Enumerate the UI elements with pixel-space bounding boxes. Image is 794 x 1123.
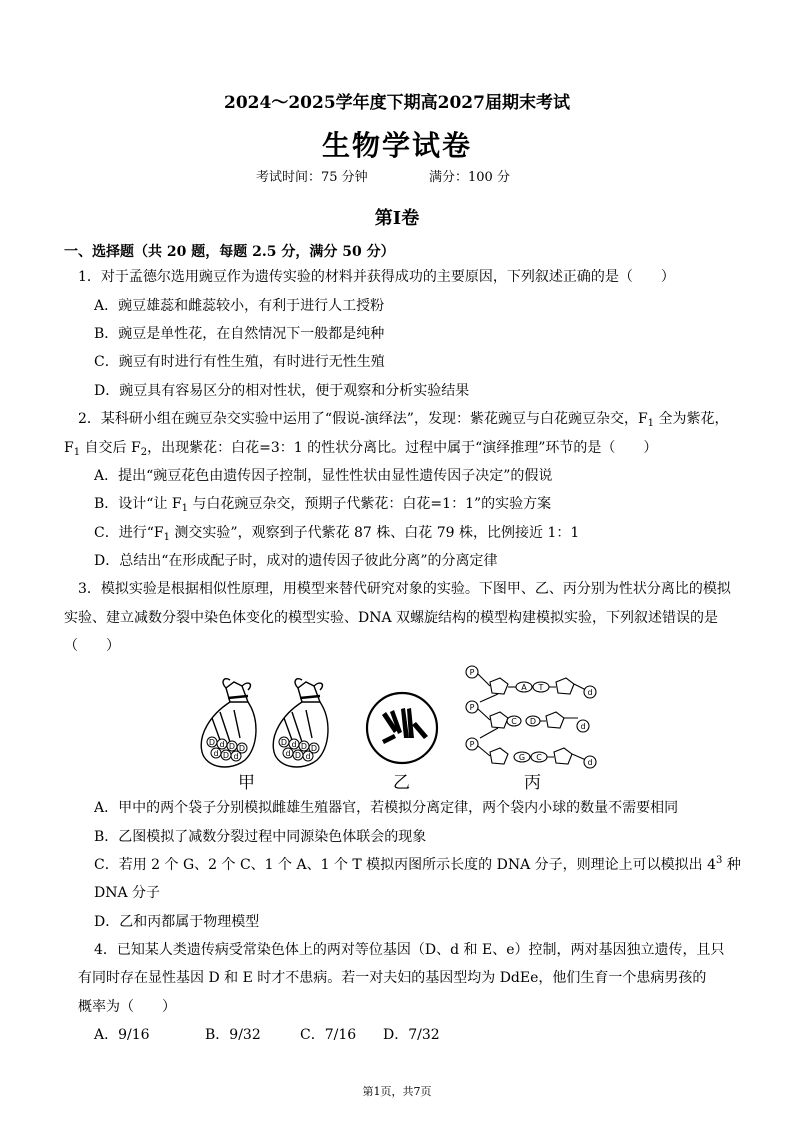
- ball-label: D: [310, 744, 318, 753]
- phosphate-label: P: [469, 703, 475, 712]
- q3-stem-line2: 实验、建立减数分裂中染色体变化的模型实验、DNA 双螺旋结构的模型构建模拟实验，下列叙述错误的是: [64, 610, 719, 626]
- exam-time: 考试时间：75 分钟: [256, 170, 368, 185]
- q4-stem-line3: 概率为（ ）: [78, 999, 176, 1015]
- figure-label-jia: 甲: [238, 773, 255, 792]
- dna-model: [466, 666, 596, 768]
- phosphate-label: d: [587, 758, 593, 767]
- phosphate-label: P: [469, 668, 475, 677]
- q3-stem-line3: （ ）: [64, 638, 120, 654]
- q4-option-c: C．7/16: [300, 1027, 357, 1043]
- q1-option-d: D．豌豆具有容易区分的相对性状，便于观察和分析实验结果: [94, 383, 470, 399]
- ball-label: d: [291, 740, 297, 749]
- ball-label: D: [222, 751, 230, 760]
- q3-option-d: D．乙和丙都属于物理模型: [94, 914, 260, 930]
- phosphate-label: P: [469, 740, 475, 749]
- ball-label: D: [280, 738, 288, 747]
- q2-stem-line2: $F_1$ 自交后 $F_2$，出现紫花：白花=3：1 的性状分离比。过程中属于“演绎推理”环节的是（ ）: [64, 440, 658, 458]
- q2-option-b: B．设计“让 $F_1$ 与白花豌豆杂交，预期子代紫花：白花=1：1”的实验方案: [94, 496, 552, 514]
- base-label: C: [536, 753, 542, 762]
- figure-label-bing: 丙: [524, 773, 541, 792]
- q1-option-a: A．豌豆雄蕊和雌蕊较小，有利于进行人工授粉: [94, 298, 385, 314]
- volume-title: 第Ⅰ卷: [374, 208, 420, 229]
- base-label: C: [511, 717, 517, 726]
- q3-figure: [190, 660, 610, 792]
- figure-label-yi: 乙: [393, 773, 410, 792]
- q3-option-c: C．若用 2 个 G、2 个 C、1 个 A、1 个 T 模拟丙图所示长度的 DNA 分子，则理论上可以模拟出 $4^3$ 种: [94, 855, 741, 873]
- q3-option-b: B．乙图模拟了减数分裂过程中同源染色体联会的现象: [94, 829, 427, 845]
- base-label: D: [529, 717, 537, 726]
- phosphate-label: d: [580, 722, 586, 731]
- cell-model: [367, 693, 437, 763]
- q3-stem-line1: 3．模拟实验是根据相似性原理，用模型来替代研究对象的实验。下图甲、乙、丙分别为性状分离比的模拟: [78, 581, 731, 597]
- q1-stem: 1．对于孟德尔选用豌豆作为遗传实验的材料并获得成功的主要原因，下列叙述正确的是（ ）: [78, 269, 675, 285]
- q2-stem-line1: 2．某科研小组在豌豆杂交实验中运用了“假说-演绎法”，发现：紫花豌豆与白花豌豆杂交，$F_1$ 全为紫花，: [78, 411, 729, 429]
- ball-label: d: [305, 752, 311, 761]
- ball-label: D: [208, 738, 216, 747]
- q2-option-c: C．进行“$F_1$ 测交实验”，观察到子代紫花 87 株、白花 79 株，比例接近 1：1: [94, 525, 580, 543]
- section-title: 一、选择题（共 20 题，每题 2.5 分，满分 50 分）: [64, 244, 395, 260]
- q1-option-c: C．豌豆有时进行有性生殖，有时进行无性生殖: [94, 354, 385, 370]
- base-label: A: [521, 683, 527, 692]
- ball-label: d: [213, 749, 219, 758]
- exam-title: 2024～2025学年度下期高2027届期末考试: [224, 93, 570, 113]
- q4-option-a: A．9/16: [94, 1027, 150, 1043]
- q4-option-d: D．7/32: [383, 1027, 440, 1043]
- q1-option-b: B．豌豆是单性花，在自然情况下一般都是纯种: [94, 326, 385, 342]
- base-label: T: [538, 683, 544, 692]
- ball-label: d: [219, 740, 225, 749]
- page-number: 第1页，共7页: [362, 1085, 432, 1098]
- q4-stem-line2: 有同时存在显性基因 D 和 E 时才不患病。若一对夫妇的基因型均为 DdEe，他们生育一个患病男孩的: [78, 970, 707, 986]
- ball-label: D: [228, 742, 236, 751]
- base-label: G: [518, 753, 526, 762]
- phosphate-label: d: [587, 688, 593, 697]
- q4-option-b: B．9/32: [205, 1027, 261, 1043]
- ball-label: D: [294, 751, 302, 760]
- full-score: 满分：100 分: [429, 170, 510, 185]
- q2-option-d: D．总结出“在形成配子时，成对的遗传因子彼此分离”的分离定律: [94, 553, 498, 569]
- ball-label: d: [285, 749, 291, 758]
- ball-label: D: [238, 744, 246, 753]
- ball-label: D: [300, 742, 308, 751]
- q2-option-a: A．提出“豌豆花色由遗传因子控制，显性性状由显性遗传因子决定”的假说: [94, 468, 553, 484]
- subject-title: 生物学试卷: [321, 129, 472, 162]
- ball-label: d: [233, 752, 239, 761]
- q3-option-c-cont: DNA 分子: [94, 885, 161, 901]
- q4-stem-line1: 4．已知某人类遗传病受常染色体上的两对等位基因（D、d 和 E、e）控制，两对基因独立遗传，且只: [94, 942, 725, 958]
- q3-option-a: A．甲中的两个袋子分别模拟雌雄生殖器官，若模拟分离定律，两个袋内小球的数量不需要相同: [94, 800, 679, 816]
